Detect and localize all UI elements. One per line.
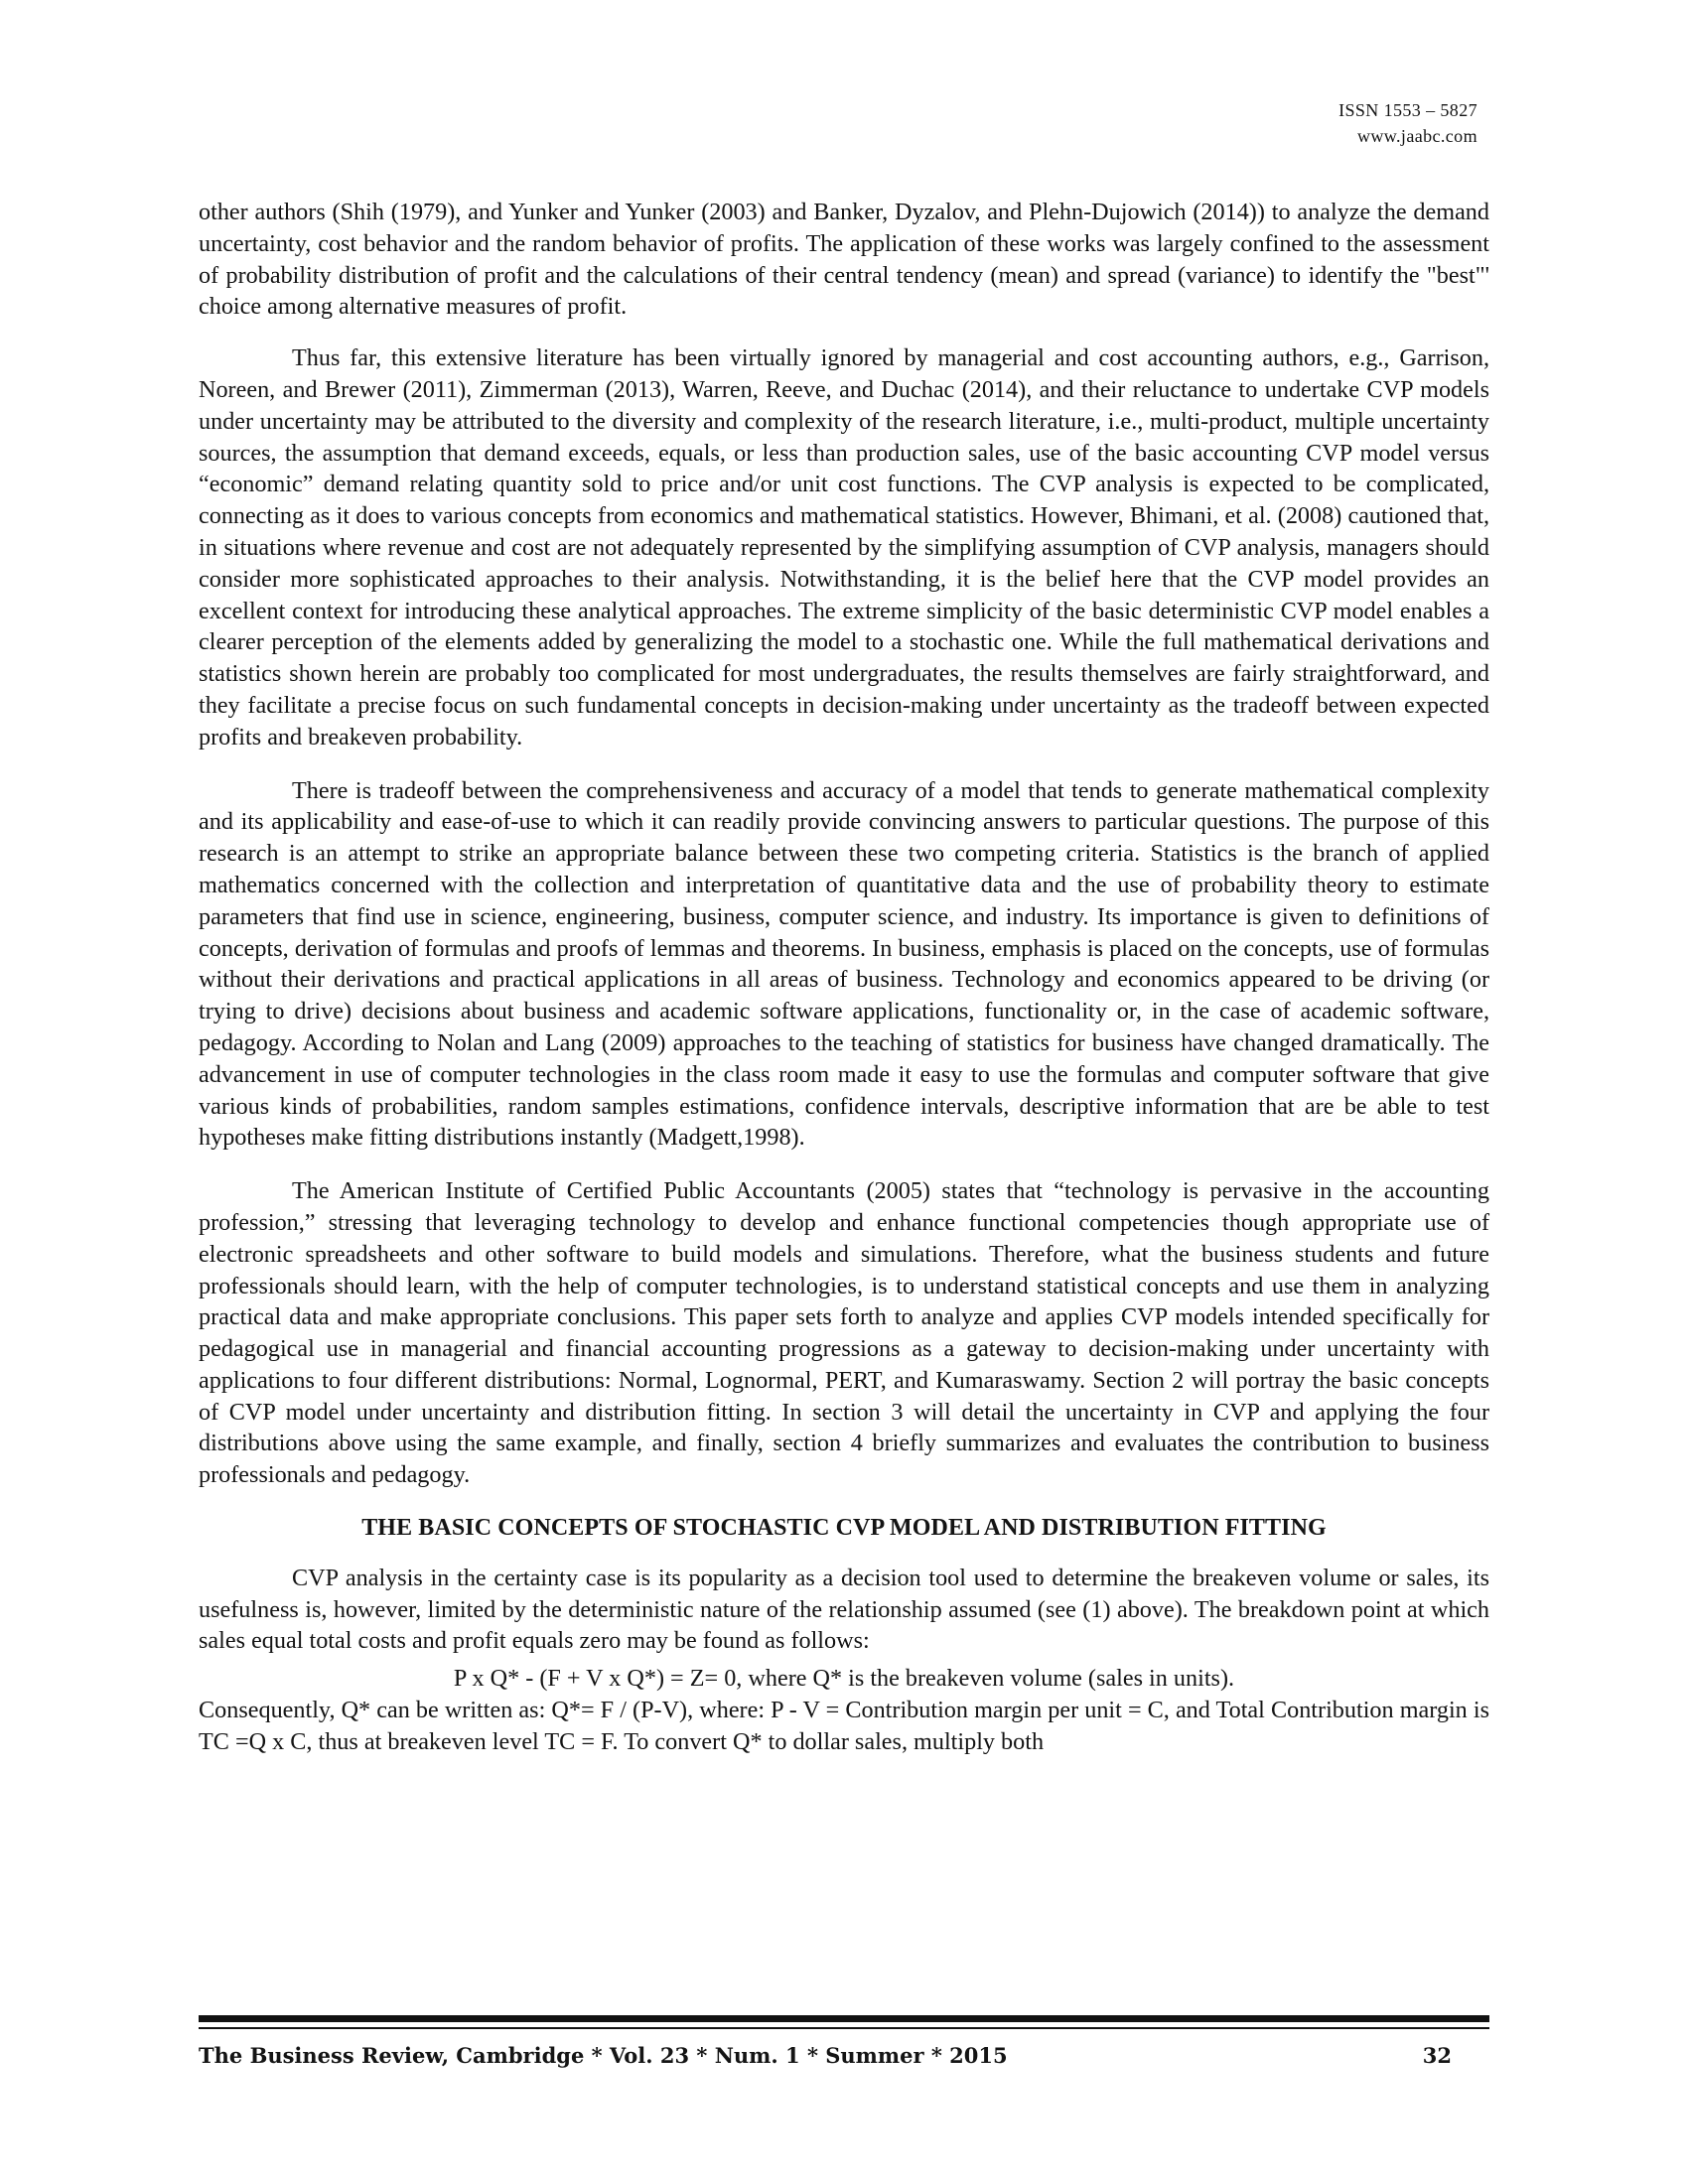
paragraph-cvp-analysis: CVP analysis in the certainty case is its popularity as a decision tool used to determine the breakeven volume or sales, its usefulness is, however, limited by the deterministic nature of the relationship assumed (see (1) above). The breakdown point at which sales equal total costs and profit equals zero may be found as follows:	[199, 1564, 1489, 1655]
issn-number: ISSN 1553 – 5827	[1338, 100, 1477, 120]
article-body	[199, 197, 1489, 1758]
paragraph-aicpa: The American Institute of Certified Public Accountants (2005) states that “technology is pervasive in the accounting profession,” stressing that leveraging technology to develop and enhance functional competencies though appropriate use of electronic spreadsheets and other software to build models and simulations. Therefore, what the business students and future professionals should learn, with the help of computer technologies, is to understand statistical concepts and use them in analyzing practical data and make appropriate conclusions. This paper sets forth to analyze and applies CVP models intended specifically for pedagogical use in managerial and financial accounting progressions as a gateway to decision-making under uncertainty with applications to four different distributions: Normal, Lognormal, PERT, and Kumaraswamy. Section 2 will portray the basic concepts of CVP model under uncertainty and distribution fitting. In section 3 will detail the uncertainty in CVP and applying the four distributions above using the same example, and finally, section 4 briefly summarizes and evaluates the contribution to business professionals and pedagogy.	[199, 1177, 1489, 1489]
journal-citation: The Business Review, Cambridge * Vol. 23 * Num. 1 * Summer * 2015	[199, 2043, 1008, 2068]
paragraph-continuation: other authors (Shih (1979), and Yunker and Yunker (2003) and Banker, Dyzalov, and Plehn-Dujowich (2014)) to analyze the demand uncertainty, cost behavior and the random behavior of profits. The application of these works was largely confined to the assessment of probability distribution of profit and the calculations of their central tendency (mean) and spread (variance) to identify the "best"' choice among alternative measures of profit.	[199, 199, 1489, 321]
paragraph-tradeoff: There is tradeoff between the comprehensiveness and accuracy of a model that tends to generate mathematical complexity and its applicability and ease-of-use to which it can readily provide convincing answers to particular questions. The purpose of this research is an attempt to strike an appropriate balance between these two competing criteria. Statistics is the branch of applied mathematics concerned with the collection and interpretation of quantitative data and the use of probability theory to estimate parameters that find use in science, engineering, business, computer science, and industry. Its importance is given to definitions of concepts, derivation of formulas and proofs of lemmas and theorems. In business, emphasis is placed on the concepts, use of formulas without their derivations and practical applications in all areas of business. Technology and economics appeared to be driving (or trying to drive) decisions about business and academic software applications, functionality or, in the case of academic software, pedagogy. According to Nolan and Lang (2009) approaches to the teaching of statistics for business have changed dramatically. The advancement in use of computer technologies in the class room made it easy to use the formulas and computer software that give various kinds of probabilities, random samples estimations, confidence intervals, descriptive information that are be able to test hypotheses make fitting distributions instantly (Madgett,1998).	[199, 776, 1489, 1152]
breakeven-equation: P x Q* - (F + V x Q*) = Z= 0, where Q* is the breakeven volume (sales in units).	[453, 1665, 1235, 1693]
section-heading: THE BASIC CONCEPTS OF STOCHASTIC CVP MODEL AND DISTRIBUTION FITTING	[361, 1515, 1327, 1542]
footer-rule-thick	[199, 2015, 1489, 2022]
page-footer	[199, 2043, 1452, 2068]
paragraph-consequently: Consequently, Q* can be written as: Q*= F / (P-V), where: P - V = Contribution margin per unit = C, and Total Contribution margin is TC =Q x C, thus at breakeven level TC = F. To convert Q* to dollar sales, multiply both	[199, 1697, 1489, 1755]
paragraph-literature: Thus far, this extensive literature has been virtually ignored by managerial and cost accounting authors, e.g., Garrison, Noreen, and Brewer (2011), Zimmerman (2013), Warren, Reeve, and Duchac (2014), and their reluctance to undertake CVP models under uncertainty may be attributed to the diversity and complexity of the research literature, i.e., multi-product, multiple uncertainty sources, the assumption that demand exceeds, equals, or less than production sales, use of the basic accounting CVP model versus “economic” demand relating quantity sold to price and/or unit cost functions. The CVP analysis is expected to be complicated, connecting as it does to various concepts from economics and mathematical statistics. However, Bhimani, et al. (2008) cautioned that, in situations where revenue and cost are not adequately represented by the simplifying assumption of CVP analysis, managers should consider more sophisticated approaches to their analysis. Notwithstanding, it is the belief here that the CVP model provides an excellent context for introducing these analytical approaches. The extreme simplicity of the basic deterministic CVP model enables a clearer perception of the elements added by generalizing the model to a stochastic one. While the full mathematical derivations and statistics shown herein are probably too complicated for most undergraduates, the results themselves are fairly straightforward, and they facilitate a precise focus on such fundamental concepts in decision-making under uncertainty as the tradeoff between expected profits and breakeven probability.	[199, 344, 1489, 751]
footer-rule-thin	[199, 2027, 1489, 2029]
page-header	[1338, 97, 1477, 149]
journal-website: www.jaabc.com	[1357, 126, 1477, 146]
page-number: 32	[1422, 2043, 1452, 2068]
